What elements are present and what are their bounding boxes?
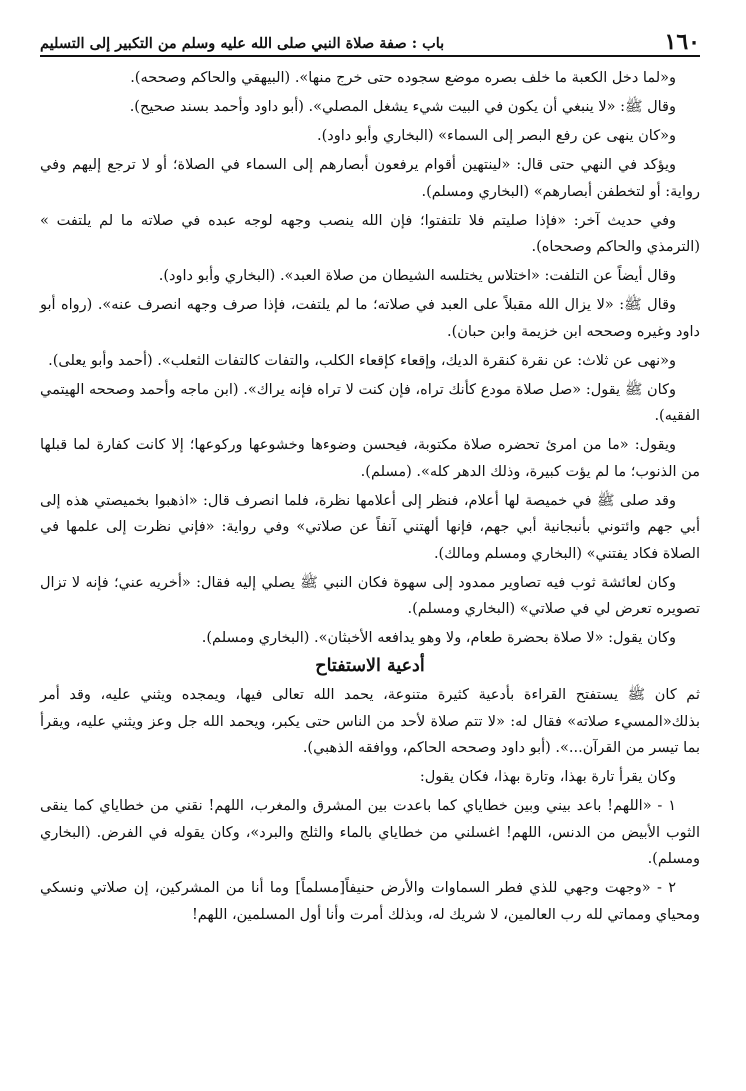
paragraph: وكان ﷺ يقول: «صل صلاة مودع كأنك تراه، فإن كنت لا تراه فإنه يراك». (ابن ماجه وأحمد وصححه الهيتمي الفقيه).	[40, 381, 700, 424]
paragraph: وقال أيضاً عن التلفت: «اختلاس يختلسه الشيطان من صلاة العبد». (البخاري وأبو داود).	[158, 268, 676, 284]
paragraph: وكان يقرأ تارة بهذا، وتارة بهذا، فكان يقول:	[419, 769, 676, 785]
page-number: ١٦٠	[664, 29, 700, 55]
chapter-title: باب : صفة صلاة النبي صلى الله عليه وسلم من التكبير إلى التسليم	[40, 35, 445, 52]
paragraph: وكان لعائشة ثوب فيه تصاوير ممدود إلى سهوة فكان النبي ﷺ يصلي إليه فقال: «أخريه عني؛ فإنه لا تزال تصويره تعرض لي في صلاتي» (البخاري ومسلم).	[40, 574, 700, 617]
page-body	[40, 65, 700, 928]
numbered-supplication: ٢ - «وجهت وجهي للذي فطر السماوات والأرض حنيفاً[مسلماً] وما أنا من المشركين، إن صلاتي ونسكي ومحياي ومماتي لله رب العالمين، لا شريك له، وبذلك أمرت وأنا أول المسلمين، اللهم!	[40, 880, 700, 923]
page-header	[40, 30, 700, 57]
section-heading: أدعية الاستفتاح	[315, 656, 425, 676]
paragraph: وكان يقول: «لا صلاة بحضرة طعام، ولا وهو يدافعه الأخبثان». (البخاري ومسلم).	[201, 630, 676, 646]
paragraph: وقال ﷺ: «لا ينبغي أن يكون في البيت شيء يشغل المصلي». (أبو داود وأحمد بسند صحيح).	[129, 99, 676, 115]
paragraph: وقال ﷺ: «لا يزال الله مقبلاً على العبد في صلاته؛ ما لم يلتفت، فإذا صرف وجهه انصرف عنه». (رواه أبو داود وغيره وصححه ابن خزيمة وابن حبان).	[40, 297, 700, 340]
numbered-supplication: ١ - «اللهم! باعد بيني وبين خطاياي كما باعدت بين المشرق والمغرب، اللهم! نقني من خطاياي كما ينقى الثوب الأبيض من الدنس، اللهم! اغسلني من خطاياي بالماء والثلج والبرد»، وكان يقوله في الفرض. (البخاري ومسلم).	[40, 798, 700, 867]
paragraph: وفي حديث آخر: «فإذا صليتم فلا تلتفتوا؛ فإن الله ينصب وجهه لوجه عبده في صلاته ما لم يلتفت » (الترمذي والحاكم وصححاه).	[40, 212, 700, 255]
paragraph: ويؤكد في النهي حتى قال: «لينتهين أقوام يرفعون أبصارهم إلى السماء في الصلاة؛ أو لا ترجع إليهم وفي رواية: أو لتخطفن أبصارهم» (البخاري ومسلم).	[40, 157, 700, 200]
paragraph: ثم كان ﷺ يستفتح القراءة بأدعية كثيرة متنوعة، يحمد الله تعالى فيها، ويمجده ويثني عليه، وقد أمر بذلك«المسيء صلاته» فقال له: «لا تتم صلاة لأحد من الناس حتى يكبر، ويحمد الله جل وعز ويثني عليه، ويقرأ بما تيسر من القرآن...». (أبو داود وصححه الحاكم، ووافقه الذهبي).	[40, 687, 700, 756]
paragraph: و«لما دخل الكعبة ما خلف بصره موضع سجوده حتى خرج منها». (البيهقي والحاكم وصححه).	[130, 70, 676, 86]
paragraph: وقد صلى ﷺ في خميصة لها أعلام، فنظر إلى أعلامها نظرة، فلما انصرف قال: «اذهبوا بخميصتي هذه إلى أبي جهم وائتوني بأنبجانية أبي جهم، فإنها ألهتني آنفاً عن صلاتي» وفي رواية: «فإني نظرت إلى علمها في الصلاة فكاد يفتني» (البخاري ومسلم ومالك).	[40, 492, 700, 562]
paragraph: ويقول: «ما من امرئ تحضره صلاة مكتوبة، فيحسن وضوءها وخشوعها وركوعها؛ إلا كانت كفارة لما قبلها من الذنوب؛ ما لم يؤت كبيرة، وذلك الدهر كله». (مسلم).	[40, 437, 700, 480]
paragraph: و«نهى عن ثلاث: عن نقرة كنقرة الديك، وإقعاء كإقعاء الكلب، والتفات كالتفات الثعلب». (أحمد وأبو يعلى).	[48, 352, 676, 369]
paragraph: و«كان ينهى عن رفع البصر إلى السماء» (البخاري وأبو داود).	[316, 128, 676, 144]
